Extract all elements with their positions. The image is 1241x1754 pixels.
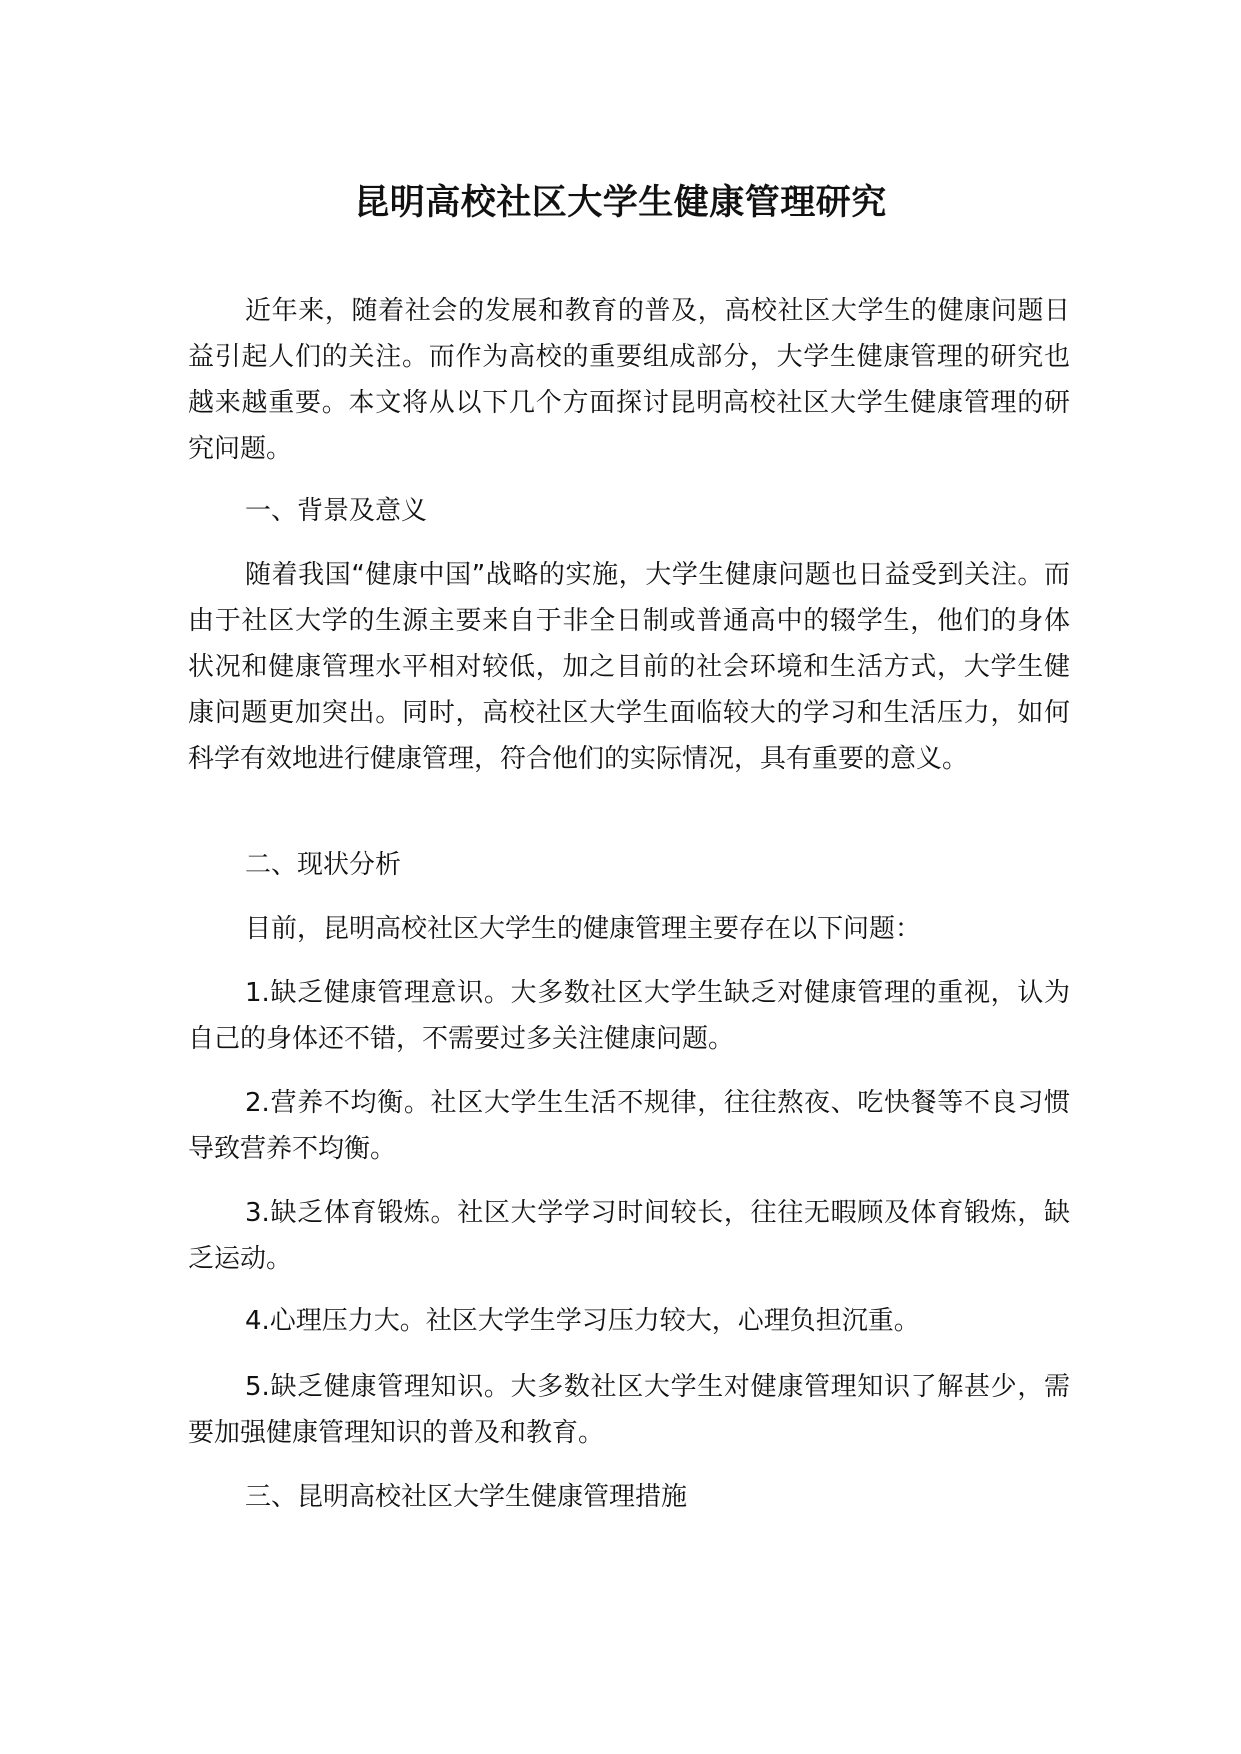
section-heading-measures: 三、昆明高校社区大学生健康管理措施 bbox=[245, 1482, 688, 1512]
list-item-2: 2.营养不均衡。社区大学生生活不规律，往往熬夜、吃快餐等不良习惯导致营养不均衡。 bbox=[188, 1088, 1070, 1164]
status-intro-paragraph: 目前，昆明高校社区大学生的健康管理主要存在以下问题： bbox=[245, 914, 922, 944]
document-title: 昆明高校社区大学生健康管理研究 bbox=[354, 183, 887, 223]
list-item-3: 3.缺乏体育锻炼。社区大学学习时间较长，往往无暇顾及体育锻炼，缺乏运动。 bbox=[188, 1198, 1070, 1274]
section-heading-status: 二、现状分析 bbox=[245, 850, 402, 880]
intro-paragraph: 近年来，随着社会的发展和教育的普及，高校社区大学生的健康问题日益引起人们的关注。而作为高校的重要组成部分，大学生健康管理的研究也越来越重要。本文将从以下几个方面探讨昆明高校社区大学生健康管理的研究问题。 bbox=[188, 296, 1070, 464]
list-item-4: 4.心理压力大。社区大学生学习压力较大，心理负担沉重。 bbox=[245, 1306, 920, 1336]
list-item-1: 1.缺乏健康管理意识。大多数社区大学生缺乏对健康管理的重视，认为自己的身体还不错，不需要过多关注健康问题。 bbox=[188, 978, 1070, 1054]
list-item-5: 5.缺乏健康管理知识。大多数社区大学生对健康管理知识了解甚少，需要加强健康管理知识的普及和教育。 bbox=[188, 1372, 1070, 1448]
background-paragraph: 随着我国“健康中国”战略的实施，大学生健康问题也日益受到关注。而由于社区大学的生源主要来自于非全日制或普通高中的辍学生，他们的身体状况和健康管理水平相对较低，加之目前的社会环境和生活方式，大学生健康问题更加突出。同时，高校社区大学生面临较大的学习和生活压力，如何科学有效地进行健康管理，符合他们的实际情况，具有重要的意义。 bbox=[188, 560, 1070, 774]
section-heading-background: 一、背景及意义 bbox=[245, 496, 428, 526]
